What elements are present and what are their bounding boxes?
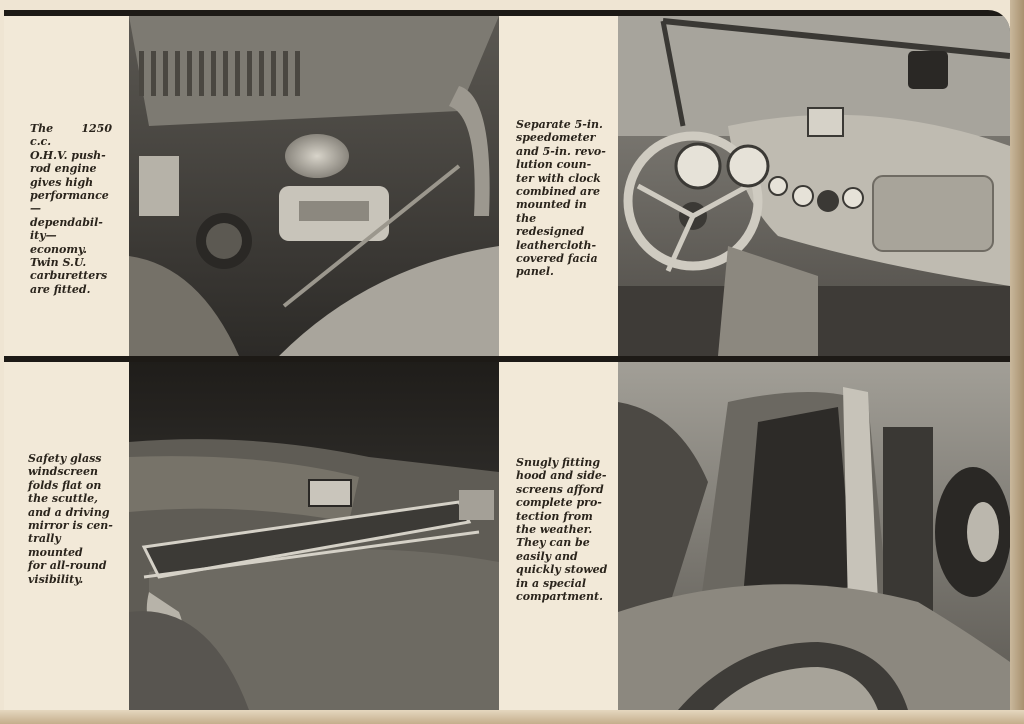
page-edge — [1010, 0, 1024, 724]
hood-photo — [618, 362, 1010, 710]
windscreen-caption-line: and a driving — [28, 505, 110, 519]
hood-caption-line: They can be — [516, 536, 590, 550]
dashboard-caption-line: speedometer — [516, 131, 596, 145]
hood-caption — [516, 456, 608, 603]
engine-caption-line: gives high — [30, 175, 94, 189]
dashboard-caption-line: mounted in — [516, 198, 587, 212]
hood-caption-line: Snugly fitting — [516, 456, 601, 469]
hood-caption-line: tection from — [516, 509, 593, 523]
windscreen-caption-line: Safety glass — [28, 452, 102, 465]
windscreen-caption-line: for all-round — [28, 559, 107, 573]
engine-caption-line: —dependabil- — [30, 202, 103, 229]
dashboard-caption-line: Separate 5-in. — [516, 118, 603, 131]
engine-caption-line: The 1250 c.c. — [30, 122, 112, 149]
hood-caption-line: compartment. — [516, 590, 603, 604]
engine-photo — [129, 16, 499, 356]
page-bottom-edge — [0, 710, 1024, 724]
engine-caption-line: O.H.V. push- — [30, 148, 106, 162]
hood-caption-line: screens afford — [516, 482, 604, 496]
hood-caption-line: in a special — [516, 576, 587, 590]
hood-caption-line: the weather. — [516, 523, 593, 537]
windscreen-caption-line: windscreen — [28, 465, 99, 479]
engine-caption — [30, 122, 112, 296]
dashboard-caption-line: leathercloth- — [516, 238, 597, 252]
engine-caption-line: are fitted. — [30, 282, 91, 296]
hood-caption-line: complete pro- — [516, 496, 602, 510]
engine-caption-line: Twin S.U. — [30, 256, 87, 270]
hood-caption-line: easily and — [516, 549, 578, 563]
dashboard-caption-line: and 5-in. revo- — [516, 144, 606, 158]
windscreen-caption — [28, 452, 114, 586]
windscreen-caption-line: folds flat on — [28, 478, 102, 492]
windscreen-photo — [129, 362, 499, 710]
windscreen-caption-line: visibility. — [28, 572, 84, 586]
dashboard-caption-line: combined are — [516, 185, 600, 199]
hood-caption-line: quickly stowed — [516, 563, 608, 577]
engine-caption-line: carburetters — [30, 269, 108, 283]
dashboard-caption-line: panel. — [516, 265, 554, 279]
engine-caption-line: performance — [30, 189, 109, 203]
windscreen-caption-line: the scuttle, — [28, 492, 98, 506]
windscreen-caption-line: trally mounted — [28, 532, 83, 559]
dashboard-caption — [516, 118, 608, 279]
engine-caption-line: rod engine — [30, 162, 97, 176]
hood-caption-line: hood and side- — [516, 469, 607, 483]
dashboard-caption-line: covered facia — [516, 252, 598, 266]
dashboard-caption-line: ter with clock — [516, 171, 601, 185]
dashboard-photo — [618, 16, 1010, 356]
windscreen-caption-line: mirror is cen- — [28, 519, 113, 533]
dashboard-caption-line: the redesigned — [516, 211, 585, 239]
dashboard-caption-line: lution coun- — [516, 158, 592, 172]
brochure-sheet — [4, 10, 1010, 710]
engine-caption-line: ity—economy. — [30, 229, 87, 256]
